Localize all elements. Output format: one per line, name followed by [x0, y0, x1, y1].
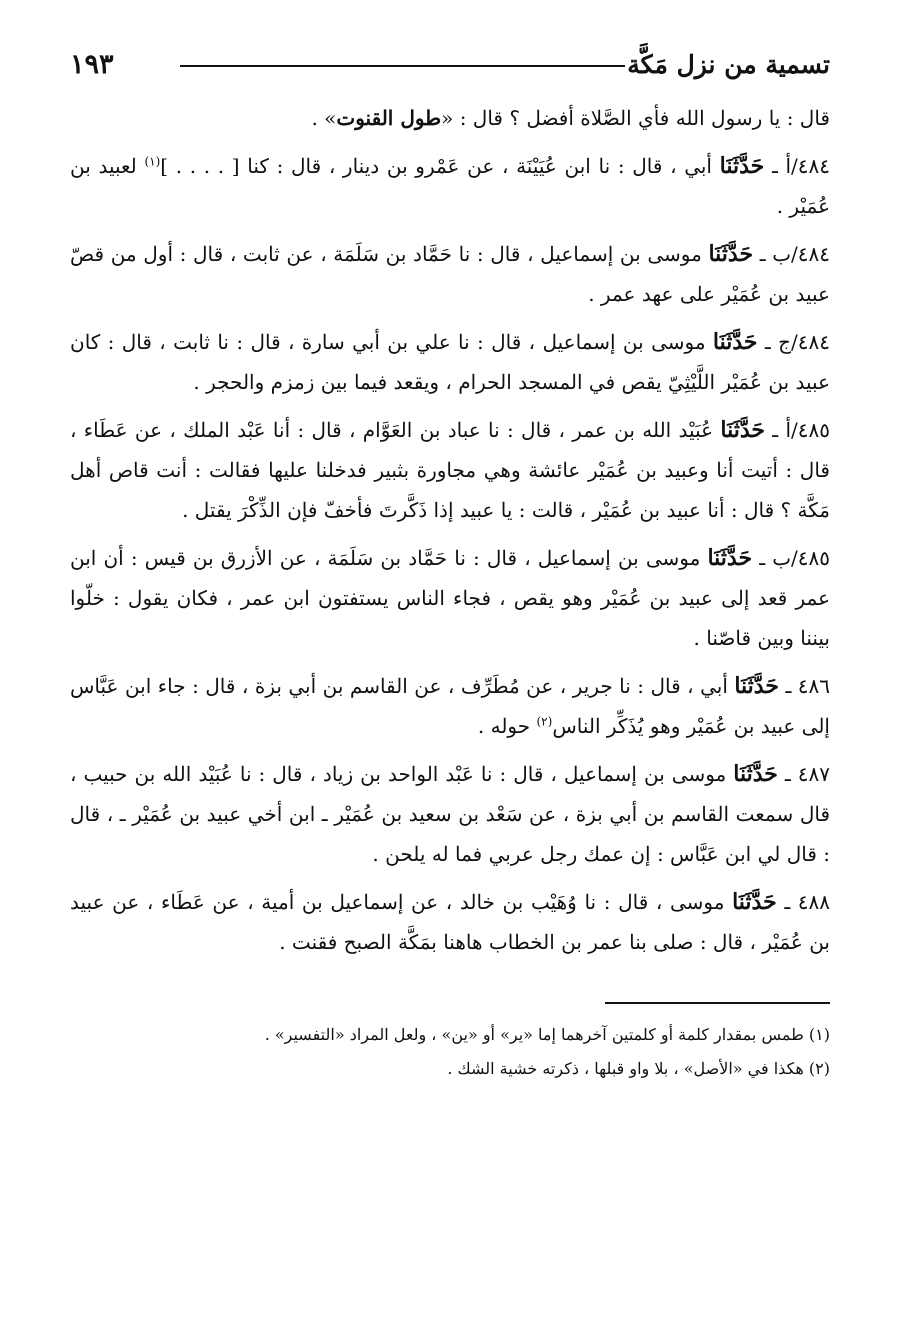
hadith-485b: [70, 538, 830, 658]
hadith-485a: [70, 410, 830, 530]
hadith-number: ٤٨٤/ج ـ: [764, 330, 831, 354]
haddathana-word: حَدَّثَنَا: [734, 673, 779, 699]
hadith-number: ٤٨٤/ب ـ: [759, 242, 830, 266]
hadith-text: موسى بن إسماعيل ، قال : نا علي بن أبي سارة ، قال : نا ثابت ، قال : كان عبيد بن عُمَيْر اللَّيْثِيّ يقص في المسجد الحرام ، ويقعد فيما بين زمزم والحجر .: [70, 330, 830, 394]
hadith-486: [70, 666, 830, 746]
hadith-484a: [70, 146, 830, 226]
body-text: [70, 98, 830, 962]
page-number: ١٩٣: [70, 48, 114, 80]
hadith-number: ٤٨٥/أ ـ: [772, 418, 830, 442]
haddathana-word: حَدَّثَنَا: [707, 545, 753, 571]
haddathana-word: حَدَّثَنَا: [733, 761, 778, 787]
footnote-marker: (٢): [536, 714, 553, 729]
hadith-text: موسى بن إسماعيل ، قال : نا حَمَّاد بن سَلَمَة ، عن الأزرق بن قيس : أن ابن عمر قعد إلى عبيد بن عُمَيْر وهو يقص ، فجاء الناس يستفتون ابن عمر ، فكان يقول : خلّوا بيننا وبين قاصّنا .: [70, 546, 830, 650]
haddathana-word: حَدَّثَنَا: [712, 329, 758, 355]
haddathana-word: حَدَّثَنَا: [732, 889, 777, 915]
document-page: [70, 40, 830, 1290]
hadith-487: [70, 754, 830, 874]
footnote-marker: (١): [144, 154, 161, 169]
hadith-text: موسى بن إسماعيل ، قال : نا حَمَّاد بن سَلَمَة ، عن ثابت ، قال : أول من قصّ عبيد بن عُمَيْر على عهد عمر .: [70, 242, 830, 306]
bold-phrase: طول القنوت: [336, 106, 442, 130]
hadith-text: موسى بن إسماعيل ، قال : نا عَبْد الواحد بن زياد ، قال : نا عُبَيْد الله بن حبيب ، قال سمعت القاسم بن أبي بزة ، عن سَعْد بن سعيد بن عُمَيْر ـ ابن أخي عبيد بن عُمَيْر ـ ، قال : قال لي ابن عَبَّاس : إن عمك رجل عربي فما له يلحن .: [70, 762, 830, 866]
hadith-text: أبي ، قال : نا جرير ، عن مُطَرِّف ، عن القاسم بن أبي بزة ، قال : جاء ابن عَبَّاس إلى عبيد بن عُمَيْر وهو يُذَكِّر الناس: [70, 674, 830, 738]
hadith-484b: [70, 234, 830, 314]
hadith-484c: [70, 322, 830, 402]
hadith-number: ٤٨٨ ـ: [784, 890, 831, 914]
hadith-number: ٤٨٦ ـ: [785, 674, 830, 698]
hadith-number: ٤٨٤/أ ـ: [771, 154, 831, 178]
haddathana-word: حَدَّثَنَا: [720, 417, 765, 443]
running-title: تسمية من نزل مَكَّة: [627, 49, 830, 79]
hadith-text-tail: لعبيد بن عُمَيْر .: [70, 154, 830, 218]
paragraph-continuation: قال : يا رسول الله فأي الصَّلاة أفضل ؟ قال : «طول القنوت» .: [311, 106, 830, 130]
haddathana-word: حَدَّثَنَا: [719, 153, 765, 179]
hadith-text: موسى ، قال : نا وُهَيْب بن خالد ، عن إسماعيل بن أمية ، عن عَطَاء ، عن عبيد بن عُمَيْر ، قال : صلى بنا عمر بن الخطاب هاهنا بمَكَّة الصبح فقنت .: [70, 890, 830, 954]
footnote-1: (١) طمس بمقدار كلمة أو كلمتين آخرهما إما «ير» أو «ين» ، ولعل المراد «التفسير» .: [264, 1025, 830, 1044]
header-rule: [180, 65, 625, 67]
hadith-number: ٤٨٧ ـ: [784, 762, 831, 786]
footnotes: [70, 1018, 830, 1086]
hadith-text: أبي ، قال : نا ابن عُيَيْنَة ، عن عَمْرو بن دينار ، قال : كنا [ . . . . ]: [160, 154, 712, 178]
footnote-2: (٢) هكذا في «الأصل» ، بلا واو قبلها ، ذكرته خشية الشك .: [447, 1059, 830, 1078]
haddathana-word: حَدَّثَنَا: [708, 241, 754, 267]
footnote-separator: [605, 1002, 830, 1004]
hadith-text: عُبَيْد الله بن عمر ، قال : نا عباد بن العَوَّام ، قال : أنا عَبْد الملك ، عن عَطَاء ، قال : أتيت أنا وعبيد بن عُمَيْر عائشة وهي مجاورة بثبير فدخلنا عليها فقالت : أنت قاص أهل مَكَّة ؟ قال : أنا عبيد بن عُمَيْر ، قالت : يا عبيد إذا ذَكَّرتَ فأخفّ فإن الذِّكْرَ يقتل .: [70, 418, 830, 522]
hadith-text-tail: حوله .: [477, 714, 531, 738]
hadith-488: [70, 882, 830, 962]
running-header: [70, 40, 830, 88]
hadith-number: ٤٨٥/ب ـ: [759, 546, 830, 570]
